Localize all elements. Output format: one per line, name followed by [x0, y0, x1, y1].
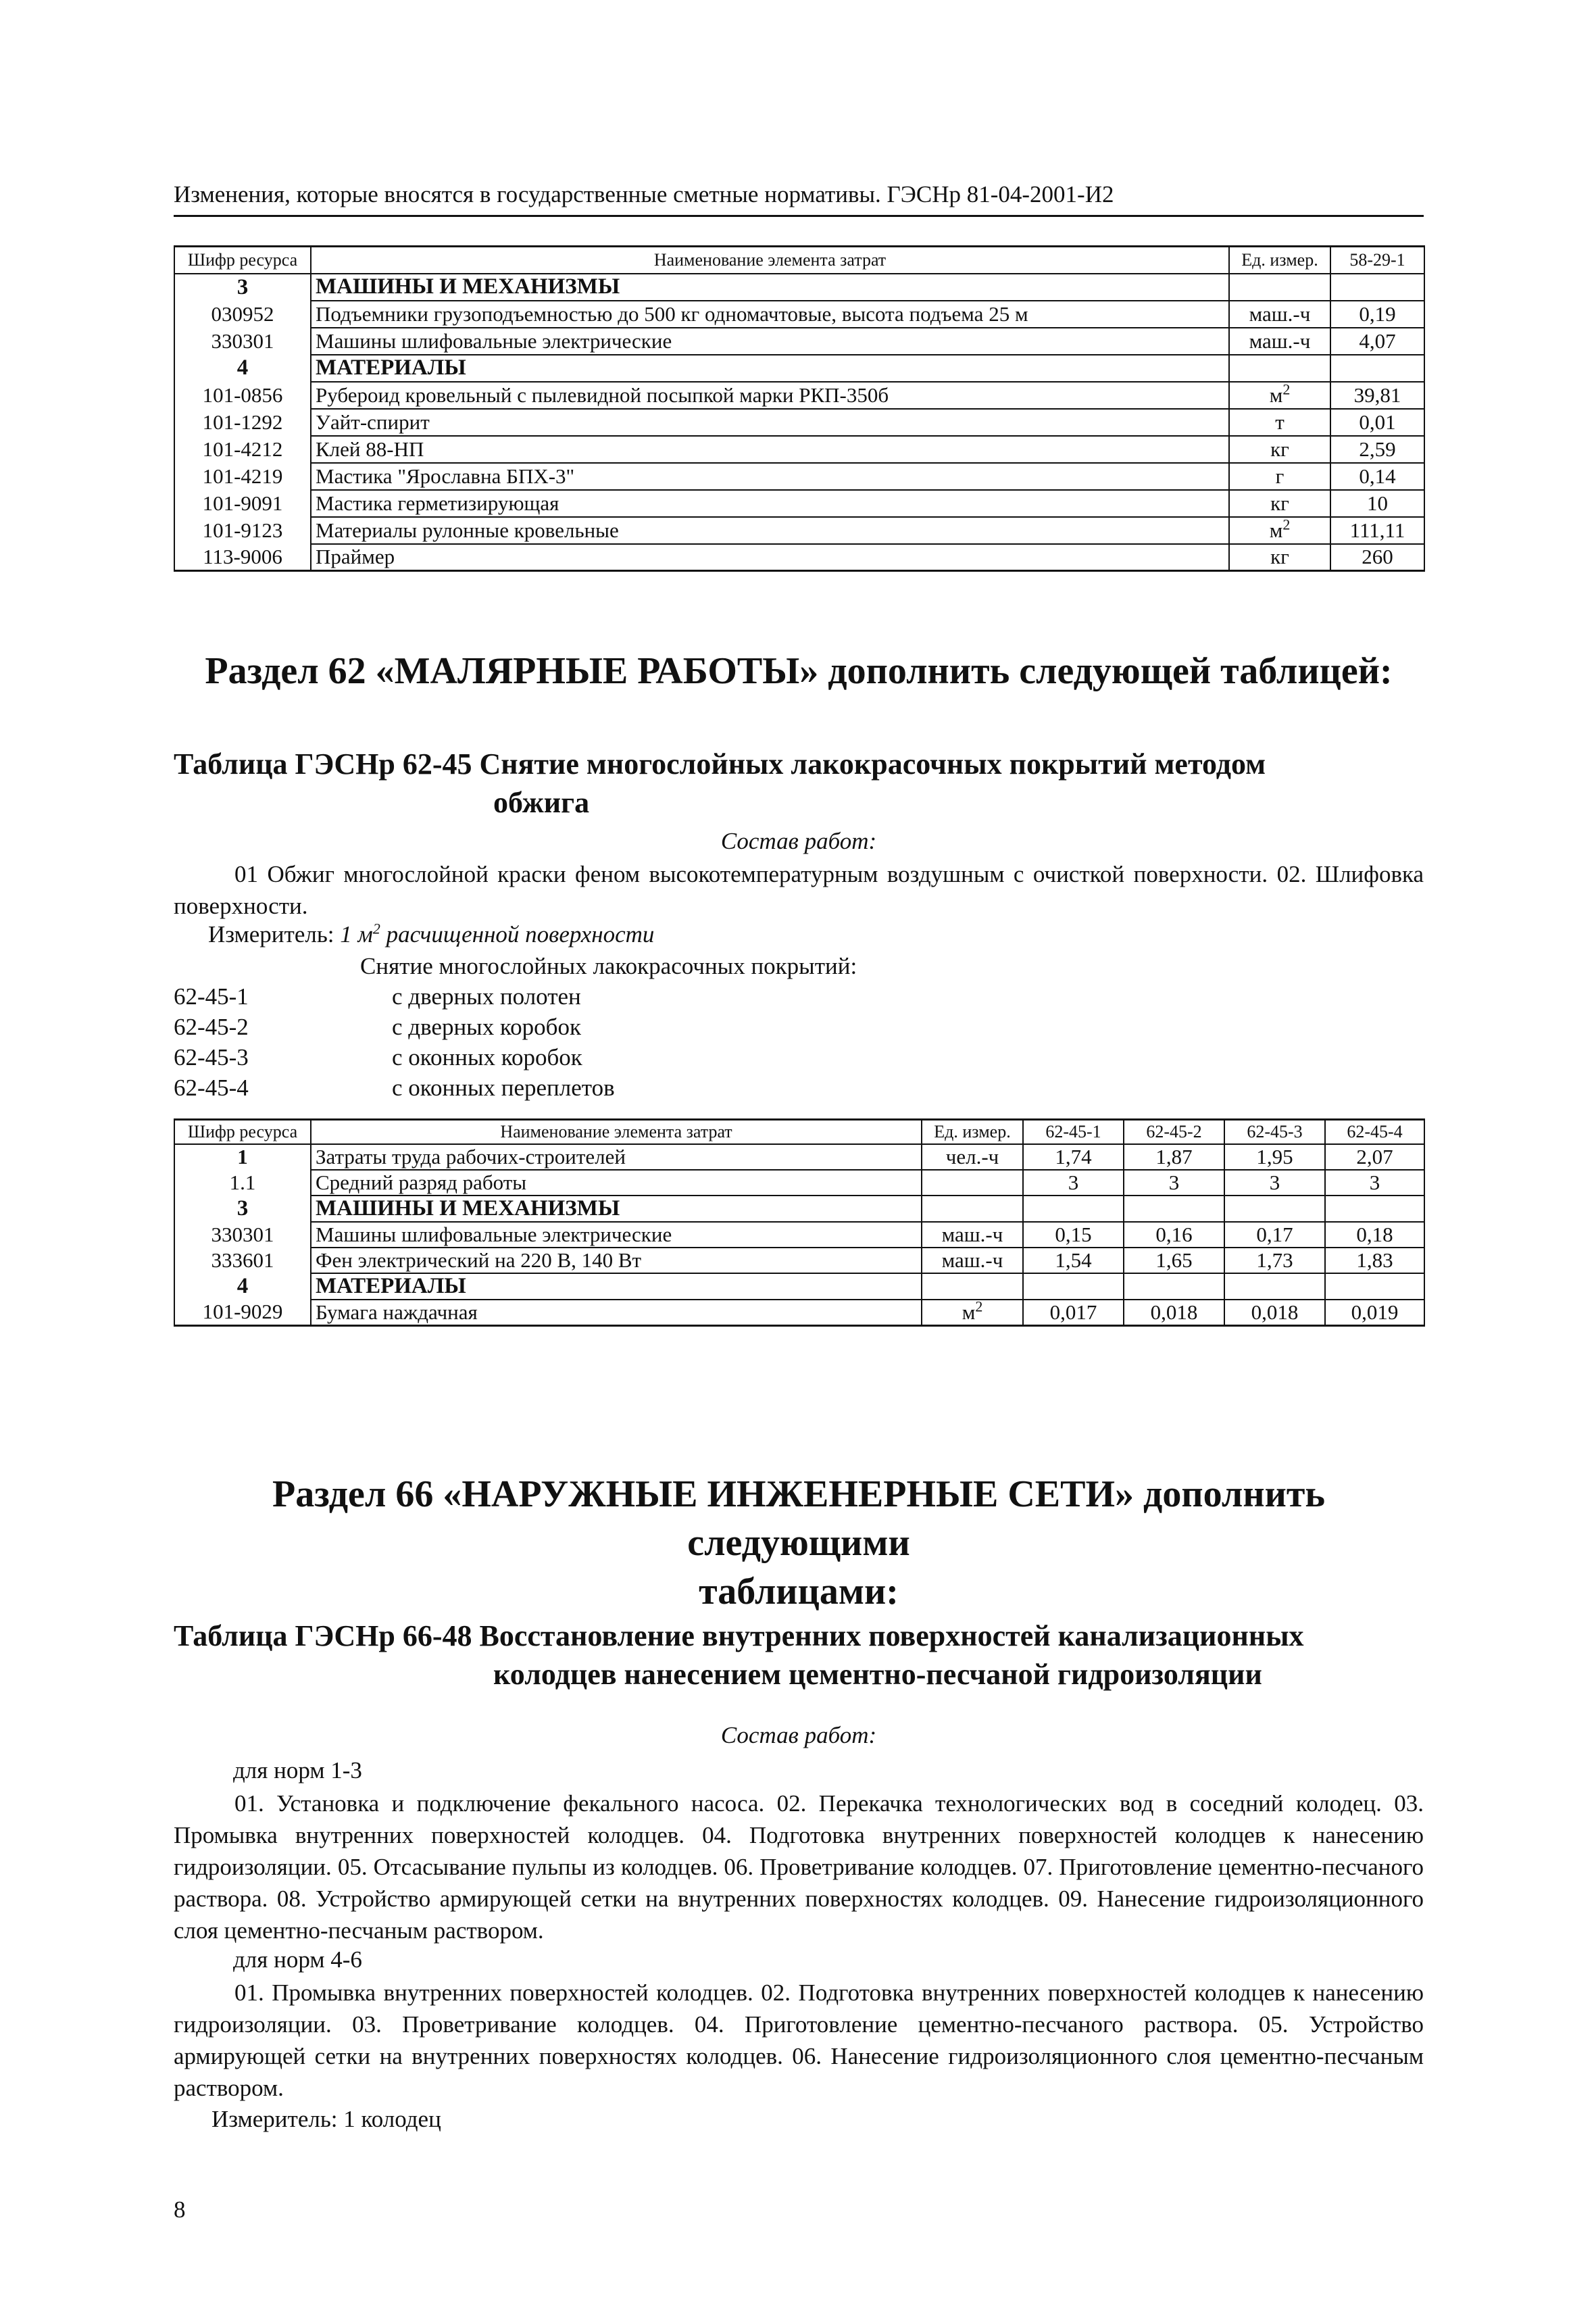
cell-value: 0,14 [1330, 463, 1424, 490]
column-header: Ед. измер. [922, 1120, 1023, 1144]
table-row [174, 409, 1424, 436]
table-row [174, 1300, 1424, 1326]
norm-text: с оконных коробок [392, 1044, 582, 1070]
cell-value [1224, 1273, 1325, 1300]
norms-4-6-label: для норм 4-6 [233, 1946, 362, 1973]
section-62-heading: Раздел 62 «МАЛЯРНЫЕ РАБОТЫ» дополнить следующей таблицей: [205, 650, 1393, 692]
table-row [174, 1222, 1424, 1248]
cell-name: МАШИНЫ И МЕХАНИЗМЫ [311, 274, 1229, 301]
cell-value: 3 [1023, 1170, 1124, 1196]
cell-name: Затраты труда рабочих-строителей [311, 1144, 922, 1170]
cell-name: Фен электрический на 220 В, 140 Вт [311, 1248, 922, 1273]
table-row [174, 436, 1424, 463]
column-header: Ед. измер. [1229, 247, 1330, 274]
cell-code: 101-9091 [174, 490, 311, 517]
cell-value: 0,018 [1224, 1300, 1325, 1326]
cell-value: 1,73 [1224, 1248, 1325, 1273]
cell-value: 0,018 [1124, 1300, 1224, 1326]
cell-unit [922, 1196, 1023, 1222]
header-rule [174, 215, 1424, 217]
cell-code: 3 [174, 274, 311, 301]
cell-name: Материалы рулонные кровельные [311, 517, 1229, 544]
norm-code: 62-45-2 [174, 1014, 249, 1040]
meter-line [208, 921, 654, 948]
cell-code: 113-9006 [174, 544, 311, 571]
table-row [174, 544, 1424, 571]
composition-label: Состав работ: [720, 1722, 877, 1748]
cell-code: 101-9029 [174, 1300, 311, 1326]
cell-unit: кг [1229, 490, 1330, 517]
cell-value [1224, 1196, 1325, 1222]
cell-code: 330301 [174, 1222, 311, 1248]
cell-name: Мастика "Ярославна БПХ-3" [311, 463, 1229, 490]
table-row [174, 1170, 1424, 1196]
norms-4-6-text: 01. Промывка внутренних поверхностей колодцев. 02. Подготовка внутренних поверхностей колодцев к нанесению гидроизоляции. 03. Проветривание колодцев. 04. Приготовление цементно-песчаного раствора. 05. Устройство армирующей сетки на внутренних поверхностях колодцев. 06. Нанесение гидроизоляционного слоя цементно-песчаным раствором. [174, 1979, 1424, 2101]
section-66-heading-line1: Раздел 66 «НАРУЖНЫЕ ИНЖЕНЕРНЫЕ СЕТИ» дополнить следующими [272, 1473, 1325, 1564]
column-header: Шифр ресурса [174, 1120, 311, 1144]
column-header: Шифр ресурса [174, 247, 311, 274]
section-66-heading [174, 1470, 1424, 1616]
column-header: 62-45-3 [1224, 1120, 1325, 1144]
cell-value: 0,01 [1330, 409, 1424, 436]
table-66-48-title-line1: Таблица ГЭСНр 66-48 Восстановление внутренних поверхностей канализационных [174, 1619, 1304, 1652]
cell-value [1023, 1273, 1124, 1300]
page-number: 8 [174, 2196, 186, 2223]
cell-unit [1229, 274, 1330, 301]
cell-code: 030952 [174, 301, 311, 328]
table-row [174, 328, 1424, 355]
meter-value: 1 колодец [343, 2106, 441, 2132]
cell-name: Подъемники грузоподъемностью до 500 кг одномачтовые, высота подъема 25 м [311, 301, 1229, 328]
cell-unit: $м^2$ [1229, 517, 1330, 544]
group-row [174, 1196, 1424, 1222]
meter-label: Измеритель: [208, 921, 334, 947]
cell-value: 10 [1330, 490, 1424, 517]
cell-unit: кг [1229, 544, 1330, 571]
cell-name: Машины шлифовальные электрические [311, 1222, 922, 1248]
resource-table-62-45 [174, 1118, 1425, 1327]
cell-value: 1,54 [1023, 1248, 1124, 1273]
meter-label: Измеритель: [211, 2106, 338, 2132]
group-row [174, 274, 1424, 301]
table-62-45-title-line1: Таблица ГЭСНр 62-45 Снятие многослойных лакокрасочных покрытий методом [174, 747, 1266, 781]
norm-code: 62-45-1 [174, 983, 249, 1010]
cell-value [1124, 1273, 1224, 1300]
running-header: Изменения, которые вносятся в государственные сметные нормативы. ГЭСНр 81-04-2001-И2 [174, 181, 1114, 207]
cell-name: Рубероид кровельный с пылевидной посыпкой марки РКП-350б [311, 382, 1229, 409]
cell-value: 3 [1325, 1170, 1424, 1196]
norms-1-3-label: для норм 1-3 [233, 1757, 362, 1783]
table-row [174, 382, 1424, 409]
cell-name: Бумага наждачная [311, 1300, 922, 1326]
cell-value [1325, 1196, 1424, 1222]
group-row [174, 355, 1424, 382]
cell-unit: маш.-ч [1229, 301, 1330, 328]
cell-unit [922, 1273, 1023, 1300]
cell-value: 0,017 [1023, 1300, 1124, 1326]
cell-value: 0,18 [1325, 1222, 1424, 1248]
cell-value: 3 [1124, 1170, 1224, 1196]
cell-code: 4 [174, 355, 311, 382]
norm-code: 62-45-4 [174, 1075, 249, 1101]
meter-line [211, 2106, 441, 2133]
cell-name: Мастика герметизирующая [311, 490, 1229, 517]
cell-unit: маш.-ч [922, 1248, 1023, 1273]
cell-value: 0,15 [1023, 1222, 1124, 1248]
norm-text: с оконных переплетов [392, 1075, 615, 1101]
cell-value: 1,65 [1124, 1248, 1224, 1273]
norms-title: Снятие многослойных лакокрасочных покрытий: [360, 953, 857, 979]
table-row [174, 463, 1424, 490]
cell-value: 2,07 [1325, 1144, 1424, 1170]
cell-value: 1,83 [1325, 1248, 1424, 1273]
cell-unit: чел.-ч [922, 1144, 1023, 1170]
cell-value: 1,95 [1224, 1144, 1325, 1170]
cell-value [1124, 1196, 1224, 1222]
cell-name: Праймер [311, 544, 1229, 571]
cell-code: 101-4219 [174, 463, 311, 490]
column-header: Наименование элемента затрат [311, 1120, 922, 1144]
cell-value: 260 [1330, 544, 1424, 571]
column-header: 62-45-1 [1023, 1120, 1124, 1144]
resource-table-58-29 [174, 245, 1425, 572]
table-row [174, 490, 1424, 517]
table-row [174, 1144, 1424, 1170]
column-header: 62-45-4 [1325, 1120, 1424, 1144]
cell-value: 2,59 [1330, 436, 1424, 463]
norms-1-3-text: 01. Установка и подключение фекального насоса. 02. Перекачка технологических вод в соседний колодец. 03. Промывка внутренних поверхностей колодцев. 04. Подготовка внутренних поверхностей колодцев к нанесению гидроизоляции. 05. Отсасывание пульпы из колодцев. 06. Проветривание колодцев. 07. Приготовление цементно-песчаного раствора. 08. Устройство армирующей сетки на внутренних поверхностях колодцев. 09. Нанесение гидроизоляционного слоя цементно-песчаным раствором. [174, 1790, 1424, 1944]
cell-code: 330301 [174, 328, 311, 355]
table-66-48-title-line2: колодцев нанесением цементно-песчаной гидроизоляции [493, 1658, 1262, 1691]
norm-text: с дверных коробок [392, 1014, 581, 1040]
cell-code: 3 [174, 1196, 311, 1222]
cell-name: Машины шлифовальные электрические [311, 328, 1229, 355]
table-row [174, 517, 1424, 544]
cell-unit: кг [1229, 436, 1330, 463]
cell-code: 1.1 [174, 1170, 311, 1196]
cell-value [1023, 1196, 1124, 1222]
cell-value: 0,19 [1330, 301, 1424, 328]
cell-value: 0,17 [1224, 1222, 1325, 1248]
cell-value: 4,07 [1330, 328, 1424, 355]
cell-code: 101-4212 [174, 436, 311, 463]
cell-value: 0,16 [1124, 1222, 1224, 1248]
table-header-row [174, 1120, 1424, 1144]
section-66-heading-line2: таблицами: [699, 1571, 899, 1613]
table-row [174, 1248, 1424, 1273]
cell-name: Средний разряд работы [311, 1170, 922, 1196]
norm-code: 62-45-3 [174, 1044, 249, 1070]
cell-value: 1,74 [1023, 1144, 1124, 1170]
cell-unit: т [1229, 409, 1330, 436]
cell-value [1325, 1273, 1424, 1300]
cell-unit [1229, 355, 1330, 382]
cell-name: МАТЕРИАЛЫ [311, 1273, 922, 1300]
cell-unit: г [1229, 463, 1330, 490]
norm-text: с дверных полотен [392, 983, 581, 1010]
cell-name: МАШИНЫ И МЕХАНИЗМЫ [311, 1196, 922, 1222]
cell-unit: маш.-ч [1229, 328, 1330, 355]
cell-code: 333601 [174, 1248, 311, 1273]
cell-unit: $м^2$ [922, 1300, 1023, 1326]
cell-value: 39,81 [1330, 382, 1424, 409]
group-row [174, 1273, 1424, 1300]
table-row [174, 301, 1424, 328]
cell-value [1330, 274, 1424, 301]
cell-code: 101-9123 [174, 517, 311, 544]
cell-name: Уайт-спирит [311, 409, 1229, 436]
cell-code: 101-0856 [174, 382, 311, 409]
cell-unit: маш.-ч [922, 1222, 1023, 1248]
cell-value [1330, 355, 1424, 382]
cell-unit [922, 1170, 1023, 1196]
table-62-45-title-line2: обжига [493, 786, 590, 819]
cell-code: 1 [174, 1144, 311, 1170]
table-header-row [174, 247, 1424, 274]
column-header: 62-45-2 [1124, 1120, 1224, 1144]
column-header: 58-29-1 [1330, 247, 1424, 274]
cell-name: МАТЕРИАЛЫ [311, 355, 1229, 382]
cell-value: 1,87 [1124, 1144, 1224, 1170]
cell-value: 111,11 [1330, 517, 1424, 544]
cell-value: 3 [1224, 1170, 1325, 1196]
composition-label: Состав работ: [720, 828, 877, 854]
cell-unit: $м^2$ [1229, 382, 1330, 409]
composition-text: 01 Обжиг многослойной краски феном высокотемпературным воздушным с очисткой поверхности. 02. Шлифовка поверхности. [174, 861, 1424, 919]
cell-name: Клей 88-НП [311, 436, 1229, 463]
cell-code: 101-1292 [174, 409, 311, 436]
column-header: Наименование элемента затрат [311, 247, 1229, 274]
cell-code: 4 [174, 1273, 311, 1300]
meter-value: 1 $м^2$ расчищенной поверхности [340, 920, 655, 947]
cell-value: 0,019 [1325, 1300, 1424, 1326]
